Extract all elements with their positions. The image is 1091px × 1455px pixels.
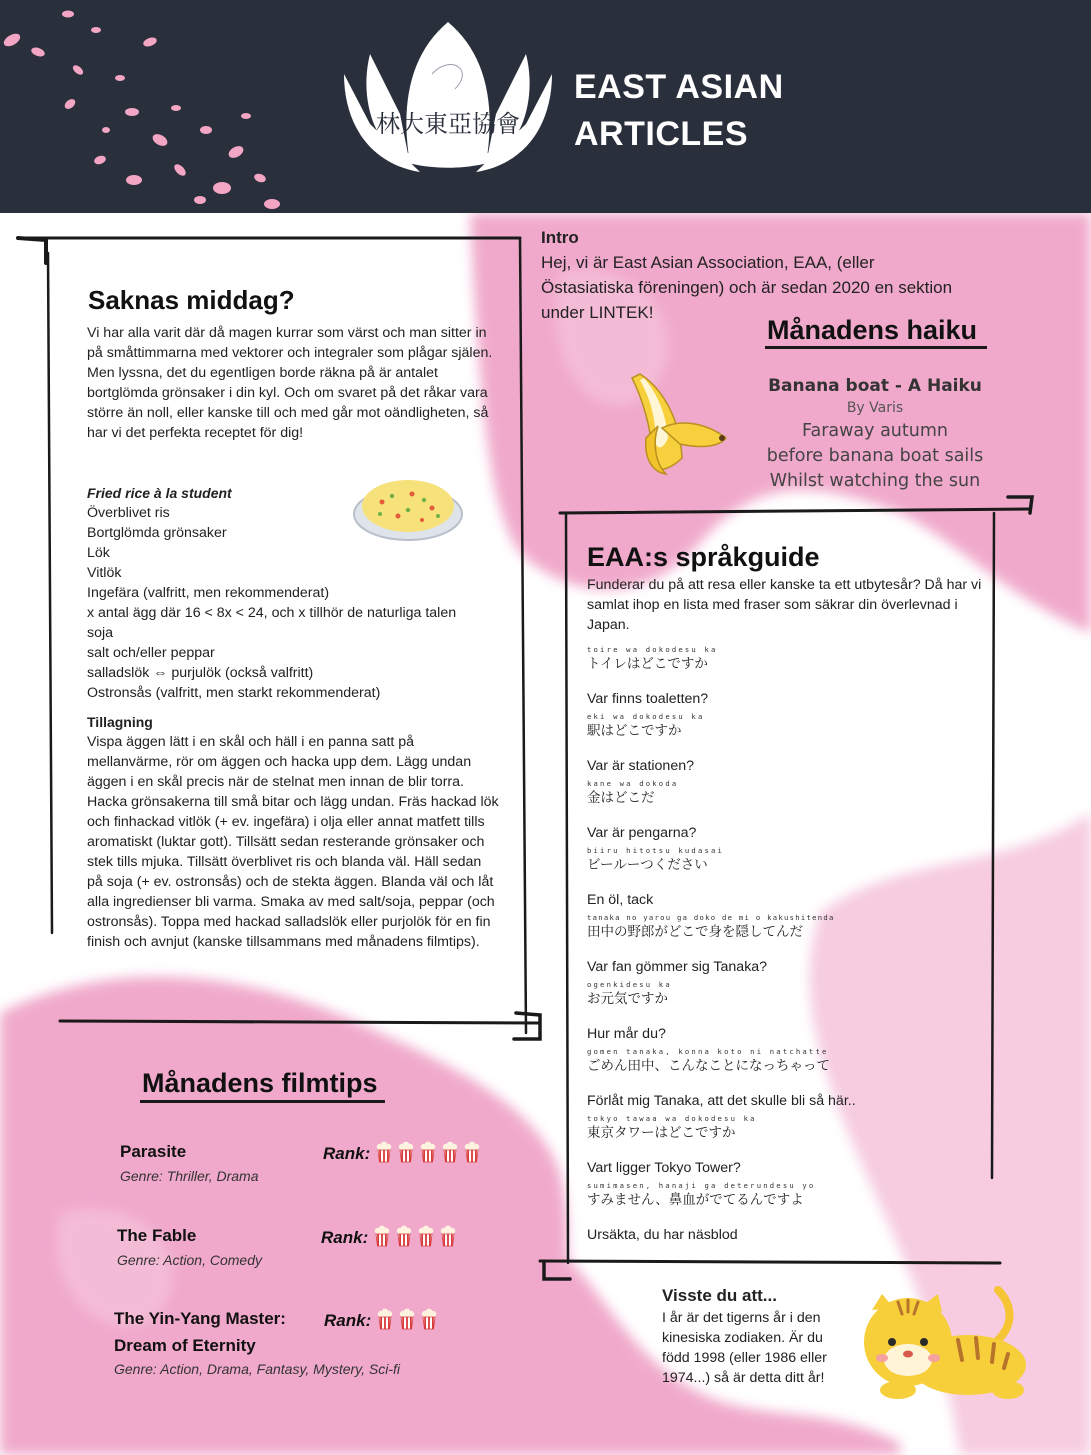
popcorn-icon xyxy=(441,1141,459,1163)
film-genre: Genre: Thriller, Drama xyxy=(120,1168,259,1184)
phrase-swedish: Var är stationen? xyxy=(587,758,694,774)
haiku-author: By Varis xyxy=(846,400,904,416)
list-item: Överblivet ris xyxy=(87,505,170,521)
phrase-romaji: tanaka no yarou ga doko de mi o kakushitenda xyxy=(587,913,835,922)
popcorn-icon xyxy=(463,1141,481,1163)
popcorn-icon xyxy=(395,1225,413,1247)
list-item: Vitlök xyxy=(87,565,122,581)
recipe-title: Saknas middag? xyxy=(88,285,295,315)
guide-intro: Funderar du på att resa eller kanske ta ett utbytesår? Då har vi samlat ihop en lista med fraser som säkrar din överlevnad i Japan. xyxy=(587,577,982,633)
banana-icon xyxy=(622,368,734,476)
haiku-line-3: Whilst watching the sun xyxy=(769,471,981,491)
film-rank xyxy=(323,1141,485,1164)
phrase-japanese: 駅はどこですか xyxy=(587,723,682,739)
phrase-romaji: biiru hitotsu kudasai xyxy=(587,846,725,855)
film-genre: Genre: Action, Comedy xyxy=(117,1252,262,1268)
phrase-item xyxy=(587,980,1007,1043)
popcorn-icon xyxy=(419,1141,437,1163)
list-item: soja xyxy=(87,625,114,641)
phrase-item xyxy=(587,645,1007,708)
phrase-item xyxy=(587,846,1007,909)
popcorn-icon xyxy=(397,1141,415,1163)
popcorn-rating xyxy=(375,1144,485,1163)
haiku-line-1: Faraway autumn xyxy=(802,421,948,441)
phrase-romaji: toire wa dokodesu ka xyxy=(587,645,718,654)
list-item: salladslök ⇔ purjulök (också valfritt) xyxy=(87,665,314,681)
haiku-heading-underline xyxy=(765,346,987,349)
fact-heading: Visste du att... xyxy=(662,1286,777,1305)
haiku-title: Banana boat - A Haiku xyxy=(768,376,982,396)
film-title: The Fable xyxy=(117,1226,197,1245)
method-text: Vispa äggen lätt i en skål och häll i en panna satt på mellanvärme, rör om äggen och hacka upp dem. Lägg undan äggen i en skål precis när de stelnat men innan de blir torra. Hacka grönsakerna till små bitar och lägg undan. Fräs hackad lök och finhackad vitlök (+ ev. ingefära) i olja eller annat matfett tills aromatiskt (luktar gott). Tillsätt sedan resterande grönsaker och stek tills mjuka. Tillsätt överblivet ris och blanda väl. Häll sedan på soja (+ ev. ostronsås) och de stekta äggen. Blanda väl och låt alla ingredienser bli varma. Smaka av med salt/soja, peppar (och ostronsås). Toppa med hackad salladslök eller purjolök för en fin finish och avnjut (kanske tillsammans med månadens filmtips). xyxy=(87,734,499,950)
phrase-romaji: gomen tanaka, konna koto ni natchatte xyxy=(587,1047,829,1056)
film-rank xyxy=(321,1225,461,1248)
list-item: salt och/eller peppar xyxy=(87,645,215,661)
guide-heading: EAA:s språkguide xyxy=(587,542,820,572)
phrase-item xyxy=(587,1047,1007,1110)
list-item: Ingefära (valfritt, men rekommenderat) xyxy=(87,585,330,601)
film-heading-underline xyxy=(140,1100,385,1103)
list-item: Bortglömda grönsaker xyxy=(87,525,227,541)
phrase-swedish: En öl, tack xyxy=(587,892,654,908)
phrase-item xyxy=(587,779,1007,842)
header-banner xyxy=(0,0,1091,213)
recipe-dish-name: Fried rice à la student xyxy=(87,485,232,501)
phrase-item xyxy=(587,1114,1007,1177)
recipe-intro: Vi har alla varit där då magen kurrar som värst och man sitter in på småttimmarna med vektorer och integraler som plågar själen. Men lyssna, det du egentligen borde räkna på är antalet bortglömda grönsaker i din kyl. Och om svaret på det råkar vara större än noll, eller kanske till och med går mot oändligheten, så har vi det perfekta receptet för dig! xyxy=(87,325,493,441)
cherry-blossom-decoration xyxy=(0,0,330,213)
phrase-romaji: eki wa dokodesu ka xyxy=(587,712,705,721)
haiku-heading: Månadens haiku xyxy=(767,315,978,345)
phrase-swedish: Var är pengarna? xyxy=(587,825,697,841)
phrase-swedish: Ursäkta, du har näsblod xyxy=(587,1227,738,1243)
intro-heading: Intro xyxy=(541,228,579,247)
title-line-1: EAST ASIAN xyxy=(574,68,784,106)
intro-text: Hej, vi är East Asian Association, EAA, (eller Östasiatiska föreningen) och är sedan 2020 en sektion under LINTEK! xyxy=(541,253,953,322)
popcorn-icon xyxy=(439,1225,457,1247)
list-item: Ostronsås (valfritt, men starkt rekommenderat) xyxy=(87,685,381,701)
phrase-romaji: kane wa dokoda xyxy=(587,779,679,788)
method-heading: Tillagning xyxy=(87,714,153,730)
phrase-item xyxy=(587,913,1007,976)
logo-text: 林大東亞協會 xyxy=(376,110,520,138)
film-rank xyxy=(324,1308,442,1331)
phrase-japanese: お元気ですか xyxy=(587,991,668,1007)
popcorn-rating xyxy=(376,1311,442,1330)
ingredient-list xyxy=(87,503,507,703)
rank-label: Rank: xyxy=(323,1144,371,1163)
phrase-japanese: 金はどこだ xyxy=(587,790,655,806)
film-heading: Månadens filmtips xyxy=(142,1068,378,1098)
film-genre: Genre: Action, Drama, Fantasy, Mystery, Sci-fi xyxy=(114,1361,401,1377)
lotus-logo xyxy=(340,14,556,180)
popcorn-icon xyxy=(376,1308,394,1330)
list-item: x antal ägg där 16 < 8x < 24, och x tillhör de naturliga talen xyxy=(87,605,457,621)
phrase-swedish: Förlåt mig Tanaka, att det skulle bli så här.. xyxy=(587,1093,856,1109)
film-title: The Yin-Yang Master: xyxy=(114,1309,286,1328)
title-line-2: ARTICLES xyxy=(574,115,748,153)
popcorn-icon xyxy=(373,1225,391,1247)
phrase-romaji: sumimasen, hanaji ga deterundesu yo xyxy=(587,1181,816,1190)
phrase-item xyxy=(587,1181,1007,1244)
rank-label: Rank: xyxy=(321,1228,369,1247)
phrase-swedish: Hur mår du? xyxy=(587,1026,666,1042)
phrase-swedish: Var finns toaletten? xyxy=(587,691,709,707)
phrase-japanese: ビールーつください xyxy=(587,857,708,873)
list-item: Lök xyxy=(87,545,110,561)
phrase-item xyxy=(587,712,1007,775)
phrase-romaji: tokyo tawaa wa dokodesu ka xyxy=(587,1114,757,1123)
popcorn-rating xyxy=(373,1228,461,1247)
popcorn-icon xyxy=(417,1225,435,1247)
film-title-line-2: Dream of Eternity xyxy=(114,1336,256,1355)
rank-label: Rank: xyxy=(324,1311,372,1330)
phrase-japanese: ごめん田中、こんなことになっちゃって xyxy=(587,1058,830,1074)
phrase-swedish: Var fan gömmer sig Tanaka? xyxy=(587,959,768,975)
phrase-swedish: Vart ligger Tokyo Tower? xyxy=(587,1160,741,1176)
phrase-japanese: 田中の野郎がどこで身を隠してんだ xyxy=(587,924,803,940)
phrase-japanese: すみません、鼻血がでてるんですよ xyxy=(587,1192,804,1208)
phrase-japanese: トイレはどこですか xyxy=(587,656,708,672)
popcorn-icon xyxy=(375,1141,393,1163)
popcorn-icon xyxy=(398,1308,416,1330)
film-title: Parasite xyxy=(120,1142,187,1161)
haiku-line-2: before banana boat sails xyxy=(766,446,984,466)
phrase-romaji: ogenkidesu ka xyxy=(587,980,672,989)
tiger-icon xyxy=(858,1280,1040,1410)
popcorn-icon xyxy=(420,1308,438,1330)
phrase-japanese: 東京タワーはどこですか xyxy=(587,1125,736,1141)
fact-text: I år är det tigerns år i den kinesiska zodiaken. Är du född 1998 (eller 1986 eller 1974...) så är detta ditt år! xyxy=(662,1310,827,1386)
page-title xyxy=(574,64,784,158)
